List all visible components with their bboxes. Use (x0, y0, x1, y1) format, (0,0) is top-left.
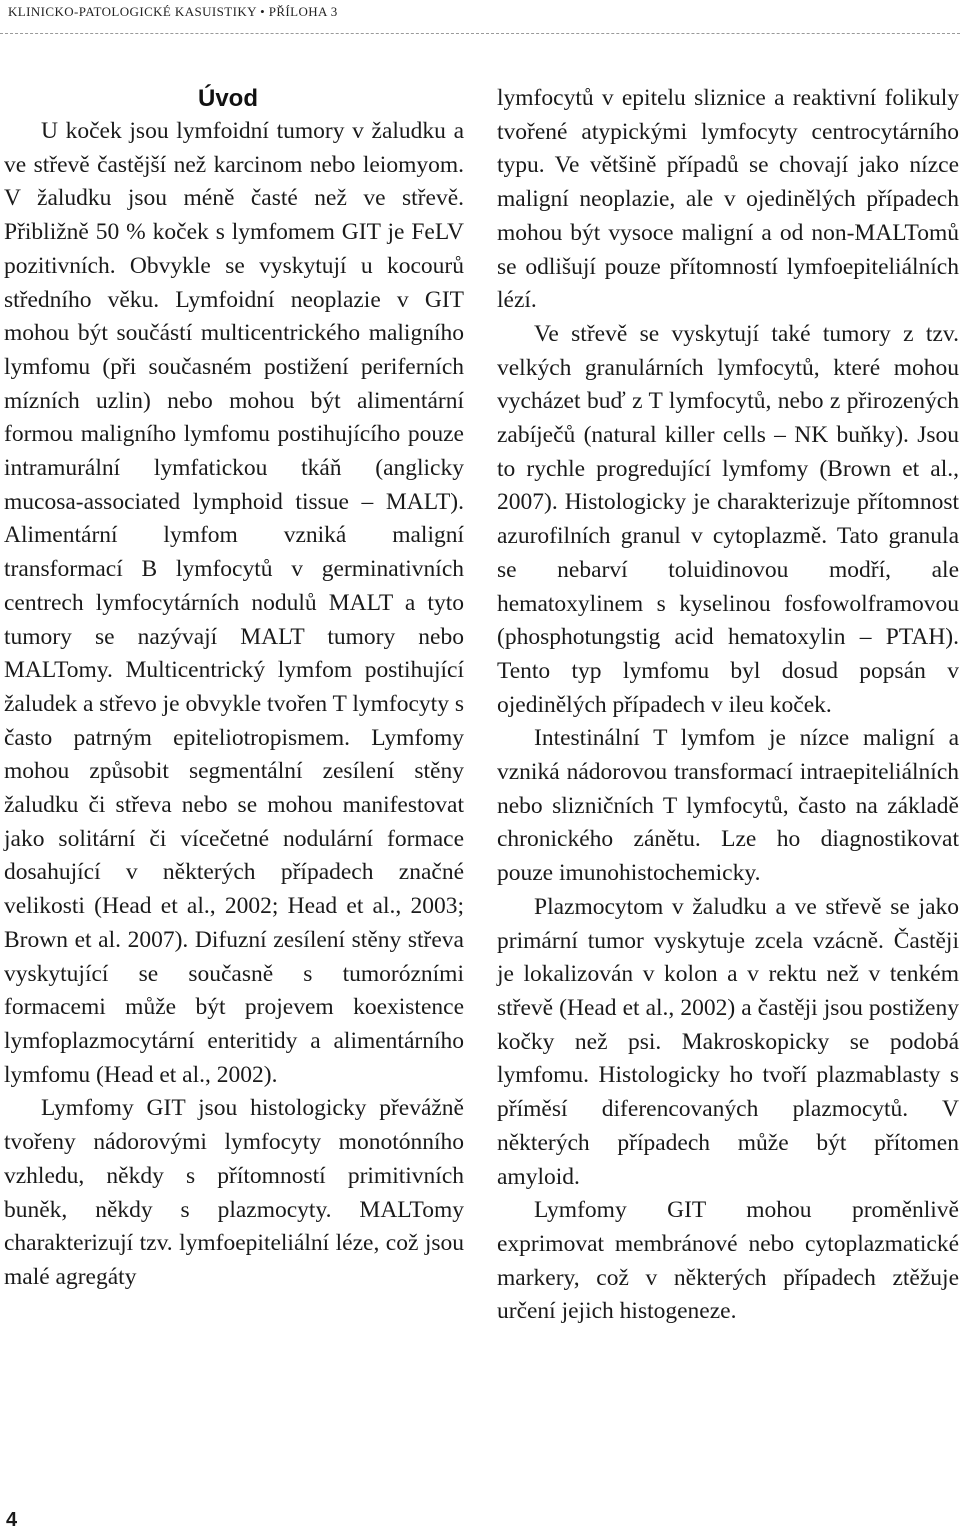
paragraph: Lymfomy GIT mohou proměnlivě exprimovat membránové nebo cytoplazmatické markery, což v některých případech ztěžuje určení jejich histogeneze. (497, 1197, 959, 1325)
left-column (4, 115, 464, 1295)
paragraph: lymfocytů v epitelu sliznice a reaktivní folikuly tvořené atypickými lymfocyty centrocytárního typu. Ve většině případů se chovají jako nízce maligní neoplazie, ale v ojedinělých případech mohou být vysoce maligní a od non-MALTomů se odlišují pouze přítomností lymfoepiteliálních lézí. (497, 85, 959, 314)
paragraph: Lymfomy GIT jsou histologicky převážně tvořeny nádorovými lymfocyty monotónního vzhledu, někdy s přítomností primitivních buněk, někdy s plazmocyty. MALTomy charakterizují tzv. lymfoepiteliální léze, což jsou malé agregáty (4, 1095, 464, 1290)
paragraph: Intestinální T lymfom je nízce maligní a vzniká nádorovou transformací intraepiteliálních nebo slizničních T lymfocytů, často na základě chronického zánětu. Lze ho diagnostikovat pouze imunohistochemicky. (497, 725, 959, 887)
right-column (497, 82, 959, 1329)
header-rule (0, 33, 960, 34)
page-number: 4 (6, 1509, 18, 1531)
paragraph: U koček jsou lymfoidní tumory v žaludku a ve střevě častější než karcinom nebo leiomyom. V žaludku jsou méně časté než ve střevě. Přibližně 50 % koček s lymfomem GIT je FeLV pozitivních. Obvykle se vyskytují u kocourů středního věku. Lymfoidní neoplazie v GIT mohou být součástí multicentrického maligního lymfomu (při současném postižení periferních mízních uzlin) nebo mohou být alimentární formou maligního lymfomu postihujícího pouze intramurální lymfatickou tkáň (anglicky mucosa-associated lymphoid tissue – MALT). Alimentární lymfom vzniká maligní transformací B lymfocytů v germinativních centrech lymfocytárních nodulů MALT a tyto tumory se nazývají MALT tumory nebo MALTomy. Multicentrický lymfom postihující žaludek a střevo je obvykle tvořen T lymfocyty s často patrným epiteliotropismem. Lymfomy mohou způsobit segmentální zesílení stěny žaludku či střeva nebo se mohou manifestovat jako solitární či vícečetné nodulární formace dosahující v některých případech značné velikosti (Head et al., 2002; Head et al., 2003; Brown et al. 2007). Difuzní zesílení stěny střeva vyskytující se současně s tumorózními formacemi může být projevem koexistence lymfoplazmocytární enteritidy a alimentárního lymfomu (Head et al., 2002). (4, 118, 464, 1088)
section-heading: Úvod (198, 85, 258, 112)
paragraph: Plazmocytom v žaludku a ve střevě se jako primární tumor vyskytuje zcela vzácně. Častěji je lokalizován v kolon a v rektu než v tenkém střevě (Head et al., 2002) a častěji jsou postiženy kočky než psi. Makroskopicky se podobá lymfomu. Histologicky ho tvoří plazmablasty s příměsí diferencovaných plazmocytů. V některých případech může být přítomen amyloid. (497, 893, 959, 1190)
running-header: KLINICKO-PATOLOGICKÉ KASUISTIKY • PŘÍLOHA 3 (8, 4, 338, 19)
paragraph: Ve střevě se vyskytují také tumory z tzv. velkých granulárních lymfocytů, které mohou vycházet buď z T lymfocytů, nebo z přirozených zabíječů (natural killer cells – NK buňky). Jsou to rychle progredující lymfomy (Brown et al., 2007). Histologicky je charakterizuje přítomnost azurofilních granul v cytoplazmě. Tato granula se nebarví toluidinovou modří, ale hematoxylinem s kyselinou fosfowolframovou (phosphotungstig acid hematoxylin – PTAH). Tento typ lymfomu byl dosud popsán v ojedinělých případech v ileu koček. (497, 320, 959, 718)
